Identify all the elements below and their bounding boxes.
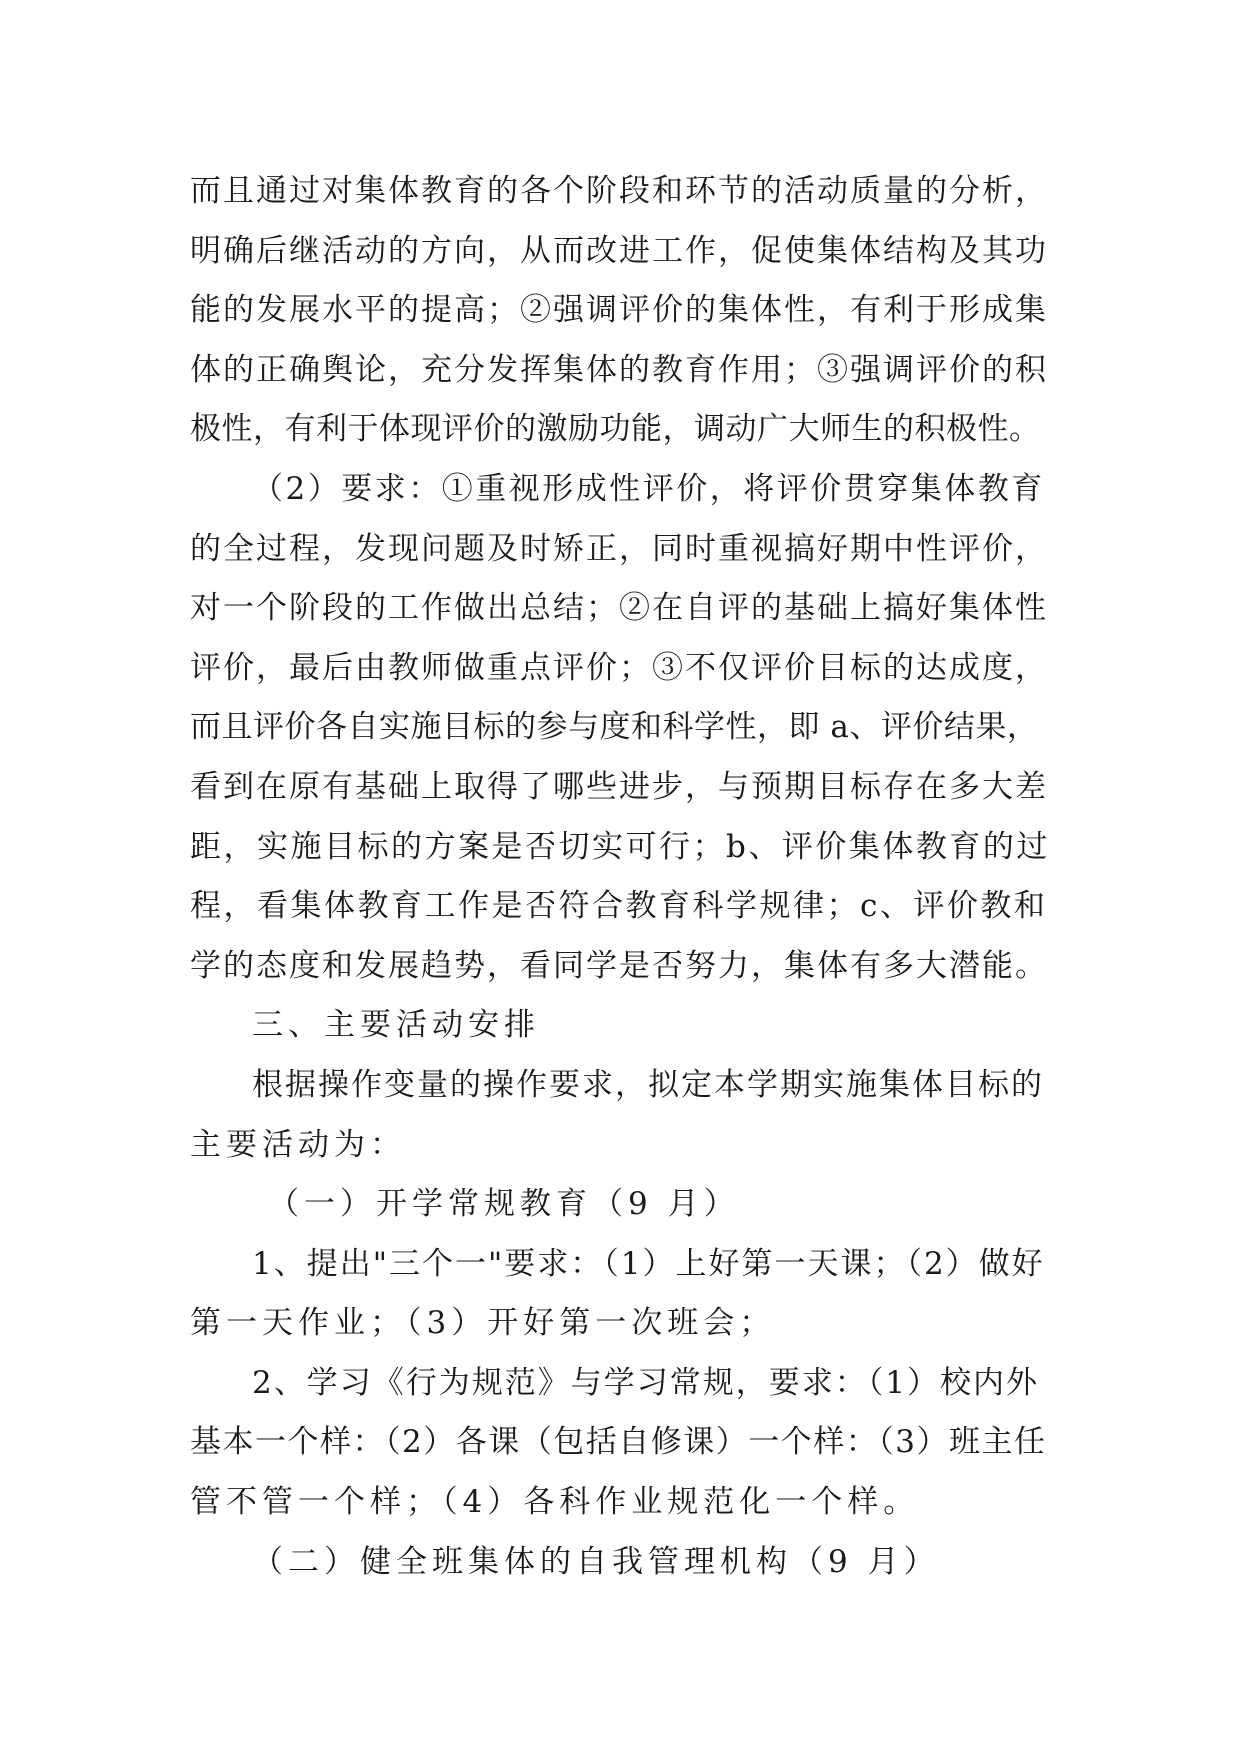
text-line: 能的发展水平的提高；②强调评价的集体性，有利于形成集 [190,292,1048,329]
text-line: 第一天作业；（3）开好第一次班会； [190,1305,776,1342]
text-line: 而且通过对集体教育的各个阶段和环节的活动质量的分析， [190,173,1048,209]
body-text [190,162,1050,1592]
text-line: 1、提出"三个一"要求：（1）上好第一天课；（2）做好 [252,1245,1045,1282]
text-line: 对一个阶段的工作做出总结；②在自评的基础上搞好集体性 [190,590,1048,627]
text-line: 学的态度和发展趋势，看同学是否努力，集体有多大潜能。 [190,947,1048,984]
text-line: 基本一个样：（2）各课（包括自修课）一个样：（3）班主任 [190,1424,1047,1461]
text-line: 2、学习《行为规范》与学习常规，要求：（1）校内外 [252,1364,1039,1401]
text-line: 体的正确舆论，充分发挥集体的教育作用；③强调评价的积 [190,351,1048,388]
text-line: 而且评价各自实施目标的参与度和科学性，即 a、评价结果， [190,709,1039,746]
subsection-heading: （二）健全班集体的自我管理机构（9 月） [252,1543,940,1580]
text-line: 主要活动为： [190,1126,406,1163]
section-heading: 三、主要活动安排 [252,1007,540,1044]
subsection-heading: （一）开学常规教育（9 月） [268,1186,740,1223]
text-line: 程，看集体教育工作是否符合教育科学规律；c、评价教和 [190,888,1048,925]
text-line: 评价，最后由教师做重点评价；③不仅评价目标的达成度， [190,649,1048,686]
text-line: 明确后继活动的方向，从而改进工作，促使集体结构及其功 [190,232,1048,269]
text-line: 管不管一个样；（4）各科作业规范化一个样。 [190,1484,920,1521]
text-line: 的全过程，发现问题及时矫正，同时重视搞好期中性评价， [190,530,1048,567]
text-line: 极性，有利于体现评价的激励功能，调动广大师生的积极性。 [190,411,1041,448]
text-line: （2）要求：①重视形成性评价，将评价贯穿集体教育 [252,470,1045,507]
text-line: 看到在原有基础上取得了哪些进步，与预期目标存在多大差 [190,768,1048,805]
text-line: 距，实施目标的方案是否切实可行；b、评价集体教育的过 [190,828,1050,865]
text-line: 根据操作变量的操作要求，拟定本学期实施集体目标的 [252,1066,1044,1103]
